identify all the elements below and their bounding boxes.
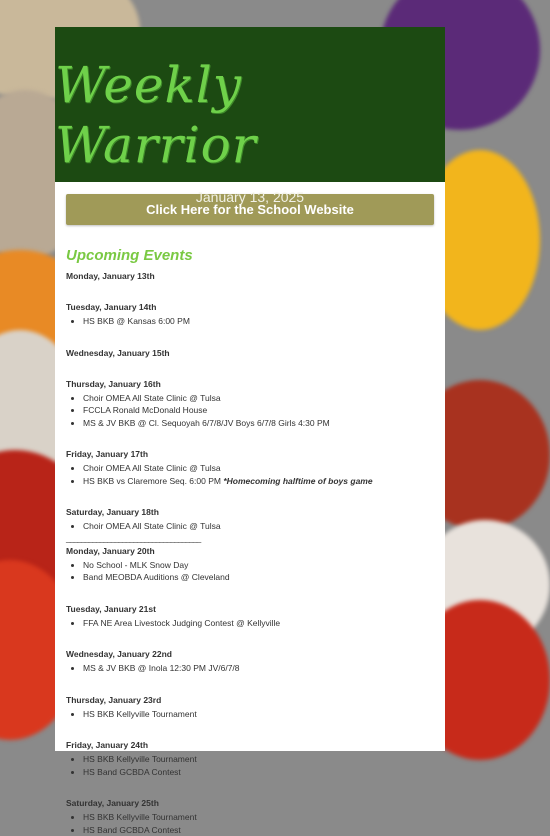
event-item: • HS BKB @ Kansas 6:00 PM [83,315,434,328]
events-section-title: Upcoming Events [66,247,434,265]
day-block [66,546,434,584]
event-note: *Homecoming halftime of boys game [223,476,372,486]
event-text: HS BKB vs Claremore Seq. 6:00 PM [83,476,221,486]
event-item: • Band MEOBDA Auditions @ Cleveland [83,571,434,584]
day-block [66,604,434,630]
newsletter-card [55,27,445,751]
day-heading: Tuesday, January 14th [66,302,434,313]
day-heading: Wednesday, January 22nd [66,649,434,660]
event-item: • FCCLA Ronald McDonald House [83,404,434,417]
day-heading: Monday, January 20th [66,546,434,557]
event-item: • Choir OMEA All State Clinic @ Tulsa [83,520,434,533]
day-heading: Wednesday, January 15th [66,348,434,359]
event-item: • Choir OMEA All State Clinic @ Tulsa [83,462,434,475]
day-heading: Saturday, January 18th [66,507,434,518]
day-block [66,379,434,430]
event-item: • MS & JV BKB @ Inola 12:30 PM JV/6/7/8 [83,662,434,675]
day-heading: Thursday, January 16th [66,379,434,390]
day-heading: Thursday, January 23rd [66,695,434,706]
school-website-button[interactable]: Click Here for the School Website [66,194,434,225]
day-block [66,798,434,836]
event-item: • HS BKB Kellyville Tournament [83,708,434,721]
day-block [66,649,434,675]
day-block [66,348,434,359]
newsletter-header [55,27,445,182]
day-block [66,507,434,533]
event-item: • HS BKB Kellyville Tournament [83,753,434,766]
event-item [83,475,434,488]
day-heading: Friday, January 24th [66,740,434,751]
day-block [66,271,434,282]
event-item: • HS Band GCBDA Contest [83,766,434,779]
day-heading: Tuesday, January 21st [66,604,434,615]
day-block [66,740,434,778]
week-divider: ____________________________________ [66,533,434,544]
event-item: • No School - MLK Snow Day [83,559,434,572]
day-heading: Monday, January 13th [66,271,434,282]
day-heading: Saturday, January 25th [66,798,434,809]
day-block [66,302,434,328]
day-block [66,695,434,721]
event-item: • HS Band GCBDA Contest [83,824,434,836]
event-item: • MS & JV BKB @ Cl. Sequoyah 6/7/8/JV Boys 6/7/8 Girls 4:30 PM [83,417,434,430]
day-heading: Friday, January 17th [66,449,434,460]
event-item: • FFA NE Area Livestock Judging Contest @ Kellyville [83,617,434,630]
newsletter-title: Weekly Warrior [55,55,445,175]
events-section [55,247,445,836]
event-item: • HS BKB Kellyville Tournament [83,811,434,824]
day-block [66,449,434,487]
event-item: • Choir OMEA All State Clinic @ Tulsa [83,392,434,405]
